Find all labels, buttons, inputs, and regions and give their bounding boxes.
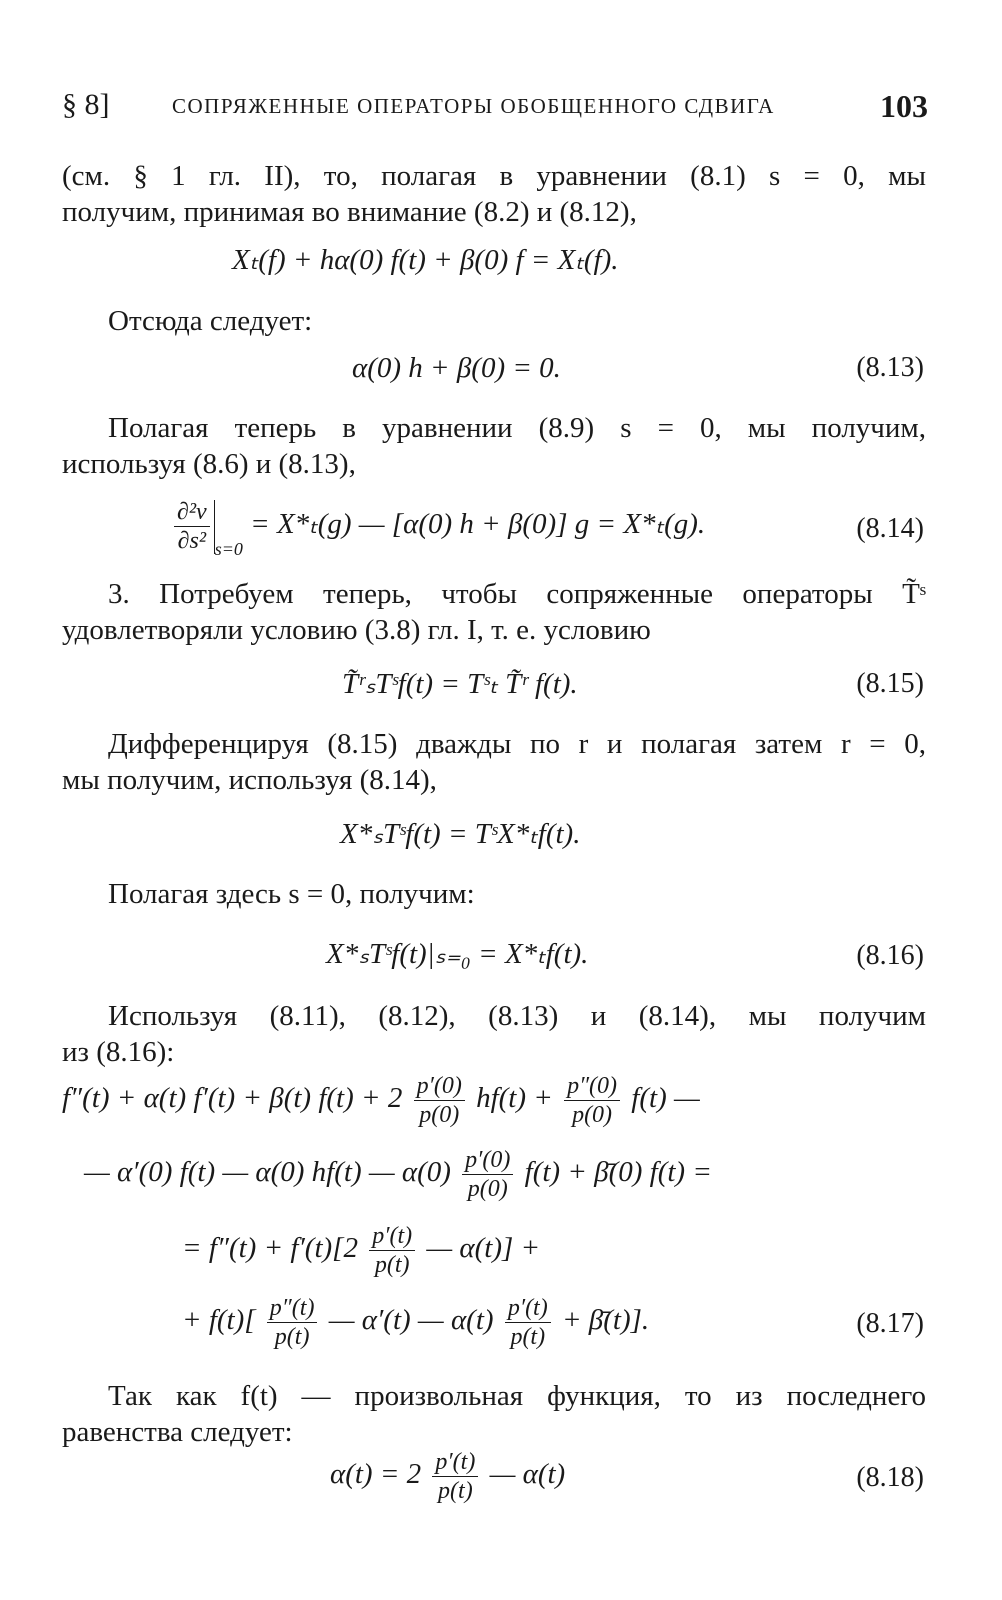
equation-term: — α′(0) f(t) — α(0) hf(t) — α(0) <box>84 1156 451 1189</box>
equation-8-17-line-3 <box>182 1222 540 1279</box>
paragraph-line: Отсюда следует: <box>108 305 313 337</box>
equation-8-14 <box>170 498 705 560</box>
equation-term: α(t) = 2 <box>330 1458 422 1491</box>
equation-term: + β̄(t)]. <box>561 1304 650 1337</box>
fraction-numerator: p″(0) <box>564 1072 620 1101</box>
equation-rhs: = X*ₜ(g) — [α(0) h + β(0)] g = X*ₜ(g). <box>250 508 706 541</box>
paragraph-line: получим, принимая во внимание (8.2) и (8.12), <box>62 196 637 228</box>
fraction-denominator: ∂s² <box>177 528 207 554</box>
equation-number: (8.18) <box>856 1462 924 1493</box>
equation-term: — α(t)] + <box>426 1232 541 1265</box>
fraction <box>505 1294 551 1351</box>
page-number: 103 <box>880 88 928 124</box>
fraction-numerator: p′(0) <box>462 1146 513 1175</box>
fraction-numerator: ∂²v <box>174 498 210 527</box>
fraction <box>462 1146 513 1203</box>
equation-term: hf(t) + <box>476 1082 553 1115</box>
paragraph-line: из (8.16): <box>62 1036 175 1068</box>
equation-term: = f″(t) + f′(t)[2 <box>182 1232 358 1265</box>
fraction <box>267 1294 318 1351</box>
equation-unnumbered-a: Xₜ(f) + hα(0) f(t) + β(0) f = Xₜ(f). <box>232 244 619 276</box>
equation-8-17-line-2 <box>84 1146 712 1203</box>
chapter-title: СОПРЯЖЕННЫЕ ОПЕРАТОРЫ ОБОБЩЕННОГО СДВИГА <box>172 94 775 118</box>
equation-term: + f(t)[ <box>182 1304 256 1337</box>
fraction <box>432 1448 478 1505</box>
fraction <box>414 1072 465 1129</box>
fraction-denominator: p(0) <box>467 1176 508 1202</box>
equation-unnumbered-b: X*ₛTˢf(t) = TˢX*ₜf(t). <box>340 818 581 850</box>
fraction-denominator: p(t) <box>274 1324 310 1350</box>
equation-8-16: X*ₛTˢf(t)|ₛ₌₀ = X*ₜf(t). <box>326 938 589 970</box>
equation-number: (8.15) <box>856 668 924 699</box>
paragraph-line: Полагая здесь s = 0, получим: <box>108 878 475 910</box>
evaluation-subscript: s=0 <box>214 539 243 560</box>
equation-8-17-line-4 <box>182 1294 649 1351</box>
paragraph-line: Дифференцируя (8.15) дважды по r и полагая затем r = 0, <box>108 728 926 760</box>
paragraph-line: 3. Потребуем теперь, чтобы сопряженные операторы T̃ˢ <box>108 578 926 610</box>
fraction-numerator: p″(t) <box>267 1294 318 1323</box>
paragraph-line: (см. § 1 гл. II), то, полагая в уравнении (8.1) s = 0, мы <box>62 160 926 192</box>
equation-8-13: α(0) h + β(0) = 0. <box>352 352 561 384</box>
fraction-numerator: p′(t) <box>505 1294 551 1323</box>
fraction <box>564 1072 620 1129</box>
fraction-numerator: p′(t) <box>369 1222 415 1251</box>
paragraph-line: удовлетворяли условию (3.8) гл. I, т. е. условию <box>62 614 651 646</box>
section-mark: § 8] <box>62 88 110 121</box>
equation-number: (8.14) <box>856 513 924 544</box>
fraction <box>174 498 210 555</box>
equation-number: (8.16) <box>856 940 924 971</box>
equation-term: f(t) — <box>631 1082 700 1115</box>
equation-8-17-line-1 <box>62 1072 700 1129</box>
equation-number: (8.17) <box>856 1308 924 1339</box>
equation-term: — α(t) <box>489 1458 566 1491</box>
paragraph-line: Так как f(t) — произвольная функция, то из последнего <box>108 1380 926 1412</box>
fraction-denominator: p(0) <box>572 1102 613 1128</box>
fraction-denominator: p(0) <box>419 1102 460 1128</box>
equation-term: f(t) + β̄(0) f(t) = <box>524 1156 712 1189</box>
running-header <box>62 88 928 128</box>
equation-number: (8.13) <box>856 352 924 383</box>
fraction <box>369 1222 415 1279</box>
paragraph-line: Полагая теперь в уравнении (8.9) s = 0, мы получим, <box>108 412 926 444</box>
paragraph-line: равенства следует: <box>62 1416 293 1448</box>
equation-8-18 <box>330 1448 565 1505</box>
fraction-denominator: p(t) <box>510 1324 546 1350</box>
fraction-denominator: p(t) <box>374 1252 410 1278</box>
equation-term: — α′(t) — α(t) <box>328 1304 494 1337</box>
paragraph-line: используя (8.6) и (8.13), <box>62 448 356 480</box>
fraction-denominator: p(t) <box>438 1478 473 1504</box>
paragraph-line: Используя (8.11), (8.12), (8.13) и (8.14), мы получим <box>108 1000 926 1032</box>
fraction-numerator: p′(t) <box>432 1448 478 1477</box>
fraction-numerator: p′(0) <box>414 1072 465 1101</box>
equation-8-15: T̃ʳₛTˢf(t) = Tˢₜ T̃ʳ f(t). <box>342 668 578 700</box>
equation-term: f″(t) + α(t) f′(t) + β(t) f(t) + 2 <box>62 1082 403 1115</box>
paragraph-line: мы получим, используя (8.14), <box>62 764 437 796</box>
